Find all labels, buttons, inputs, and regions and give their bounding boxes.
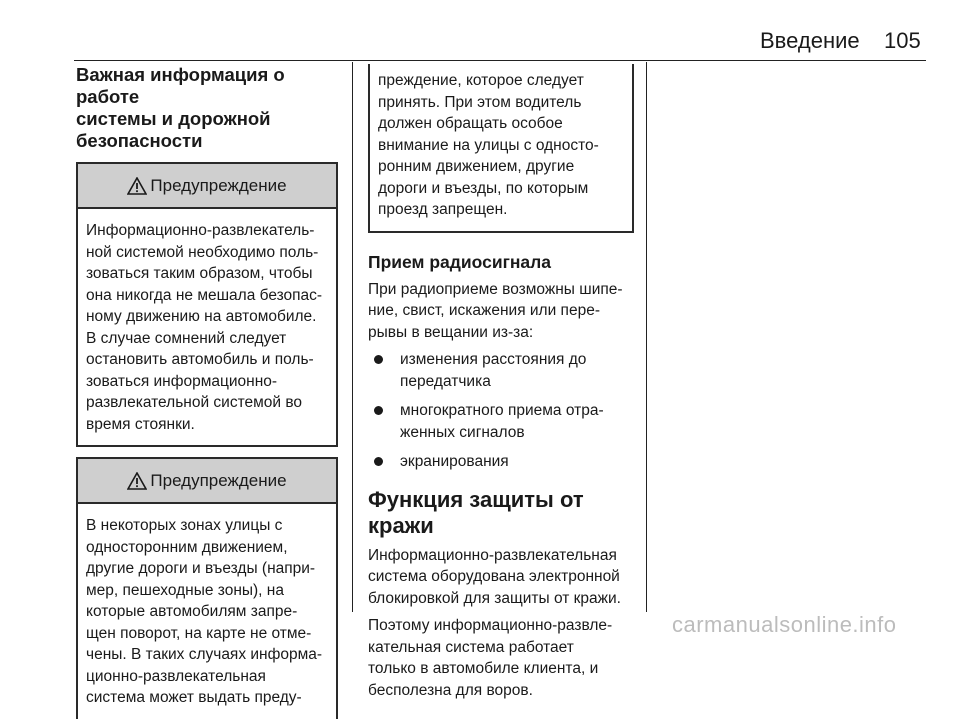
- warning-text-2: В некоторых зонах улицы с односторонним движением, другие дороги и въезды (напри- мер, пешеходные зоны), на которые автомобилям запре- щен поворот, на карте не отме- чены. В таких случаях информа- ционно-развлекательная система может выдать преду-: [86, 517, 323, 706]
- radio-intro: При радиоприеме возможны шипе- ние, свист, искажения или пере- рывы в вещании из-за:: [368, 280, 623, 341]
- bullet-dot-icon: [374, 457, 383, 466]
- page-number: 105: [884, 28, 921, 53]
- list-item-text: экранирования: [400, 453, 509, 470]
- watermark-text: carmanualsonline.info: [672, 612, 897, 637]
- warning-label-2: Предупреждение: [150, 470, 287, 490]
- list-item: [368, 451, 634, 473]
- list-item: [368, 400, 634, 443]
- warning-header-2: [78, 459, 336, 504]
- warning-triangle-icon: [127, 177, 147, 195]
- theft-paragraph-2: Поэтому информационно-развле- кательная система работает только в автомобиле клиента, и бесполезна для воров.: [368, 617, 613, 699]
- radio-bullet-list: [368, 349, 634, 473]
- bullet-dot-icon: [374, 406, 383, 415]
- warning-header-1: [78, 164, 336, 209]
- warning-triangle-icon: [127, 472, 147, 490]
- page-section-title: Введение: [760, 28, 860, 53]
- safety-heading: Важная информация о работе системы и дорожной безопасности: [76, 64, 285, 151]
- column-divider-left: [352, 62, 353, 612]
- radio-heading: Прием радиосигнала: [368, 251, 552, 272]
- theft-paragraph-1: Информационно-развлекательная система оборудована электронной блокировкой для защиты от кражи.: [368, 546, 621, 607]
- left-column: [76, 64, 338, 719]
- header-divider: [74, 60, 926, 61]
- list-item: [368, 349, 634, 392]
- column-divider-right: [646, 62, 647, 612]
- right-column: [368, 64, 634, 707]
- warning-label-1: Предупреждение: [150, 175, 287, 195]
- warning-continuation: преждение, которое следует принять. При этом водитель должен обращать особое внимание на улицы с односто- ронним движением, другие дороги и въезды, по которым проезд запрещен.: [368, 64, 634, 233]
- warning-box-2: [76, 457, 338, 719]
- list-item-text: изменения расстояния до передатчика: [400, 351, 587, 390]
- warning-text-1: Информационно-развлекатель- ной системой необходимо поль- зоваться таким образом, чтобы она никогда не мешала безопас- ному движению на автомобиле. В случае сомнений следует остановить автомобиль и поль- зоваться информационно- развлекательной системой во время стоянки.: [86, 222, 323, 433]
- bullet-dot-icon: [374, 355, 383, 364]
- list-item-text: многократного приема отра- женных сигналов: [400, 402, 604, 441]
- theft-protection-heading: Функция защиты от кражи: [368, 486, 584, 538]
- warning-box-1: [76, 162, 338, 447]
